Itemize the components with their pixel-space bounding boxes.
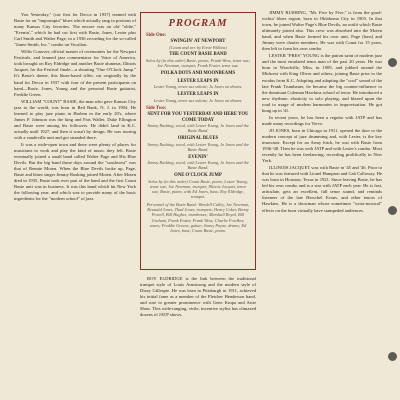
paragraph: Willis Conover, official master of ceremonies for the Newport Festivals, and learned jazz commentator for Voice of America, took brought on Roy Eldridge and another Basie alumnus, Illinois Jacquet, for the Festival finale—a shouting "One O'Clock Jump." It's Basie's theme, this blues-based riffer, cut originally by the band for Decca in 1937 with four of the present participants on hand—Basie, Jones, Young and the personal Basie guitarist, Freddie Green. <box>14 49 136 97</box>
program-box <box>140 12 256 270</box>
track-title: ONE O'CLOCK JUMP <box>174 173 222 179</box>
left-text-column <box>14 12 136 202</box>
binder-hole <box>388 206 397 215</box>
track-title: LESTER LEAPS IN <box>177 92 219 98</box>
track-credit: Solos by (in this order) Basie, piano; Frank Wess, tenor sax; Joe Newman, trumpet; Frank Foster, tenor sax. <box>146 57 250 69</box>
track-title: SWINGIN' AT NEWPORT <box>170 39 226 44</box>
track-title: LESTER LEAPS IN <box>177 78 219 84</box>
paragraph: It was a wide-open town and there were plenty of places for musicians to work and play the kind of music they felt. Basie eventually joined a small band called Walter Page and His Blue Devils. But the big band those days around the "southwest" was that of Bennie Moten. When the Blue Devils broke up, Page, Basie and blues singer Jimmy Rushing joined Moten. After Moten died in 1935, Basie took over part of the band and the first Count Basie unit was in business. It was this band which hit New York the following year, and which was to provide many of the basic ingredients for the "modern school" of jazz. <box>14 141 136 202</box>
program-item <box>146 173 250 199</box>
program-item <box>146 71 250 77</box>
track-title: SENT FOR YOU YESTERDAY AND HERE YOU COME TODAY <box>147 111 249 123</box>
binder-hole <box>388 58 397 67</box>
track-title: POLKA DOTS AND MOONBEAMS <box>160 70 236 76</box>
track-credit: Lester Young, tenor sax soloist; Jo Jones on drums. <box>153 84 243 90</box>
program-item <box>146 39 250 50</box>
program-item <box>146 202 250 233</box>
paragraph: WILLIAM "COUNT" BASIE, the man who gave Kansas City jazz to the world, was born in Red Bank, N. J. in 1904. He learned to play jazz piano in Harlem in the early 20's, where James P. Johnson was the king and Fats Waller, Duke Ellington and Basie were among his followers. He didn't land in K.C. actually until 1927, and then it wasn't by design. He was touring with a vaudeville unit and got stranded there. <box>14 98 136 140</box>
binder-hole <box>388 352 397 361</box>
track-title: THE COUNT BASIE BAND <box>169 52 227 58</box>
paragraph: JO JONES, born in Chicago in 1911, opened the door to the modern concept of jazz drumming and, with Lester, is the key innovator. Except for an Army hitch, he was with Basie from 1936-'48. Then he was with JATP and with Lester's combo. Most recently he has been freelancing, recording prolifically in New York. <box>262 127 382 164</box>
program-item <box>146 52 250 68</box>
program-title: PROGRAM <box>168 18 228 29</box>
paragraph: LESTER "PRES" YOUNG is the patron saint of modern jazz and the most emulated tenor man of the past 20 years. He was born in Woodville, Miss. in 1909, and jobbed around the Midwest with King Oliver and others, joining Basie prior to the exodus from K.C. Adopting and adapting the "cool" sound of the late Frank Trumbauer, he became the big counter-influence to the dominant Coleman Hawkins school of tenor. He introduced a new rhythmic elasticity to solo playing, and blazed upon the road to usage of modern harmonies in improvisation. He got hung up in '41. <box>262 53 382 113</box>
track-credit: Jimmy Rushing, vocal, with Lester Young, Jo Jones and the Basie Band. <box>147 123 249 134</box>
track-credit: Jimmy Rushing, vocal, with Lester Young, Jo Jones and the Basie Band. <box>147 160 249 171</box>
track-title: ORIGINAL BLUES <box>177 136 219 142</box>
program-item <box>146 79 250 90</box>
program-item <box>146 92 250 103</box>
paragraph: ILLINOIS JACQUET was with Basie in '45 and '46. Prior to that he was featured with Lionel Hampton and Cab Calloway. He was born in Houston, Texas in 1921. Since leaving Basie, he has led his own combo and is a star with JATP each year. He is fast, articulate, gets an excellent, full tenor sound, and reminds listeners of the late Herschel Evans, and other tenors of Hawkins. He is a showman whose sometimes "extra-musical" effects on the horn virtually have stampeded audiences. <box>262 165 382 213</box>
paragraph: In recent years, he has been a regular with JATP and has made many recordings for Verve. <box>262 114 382 126</box>
band-personnel: Personnel of the Basie Band: Wendell Culley, Joe Newman, Reunald Jones, Thad Jones, trumpets; Henry Coker, Benny Powell, Bill Hughes, trombones; Marshall Royal, Bill Graham, Frank Foster, Frank Wess, Charlie Fowlkes, saxes; Freddie Greene, guitar; Sonny Payne, drums; Ed Jones, bass; Count Basie, piano. <box>146 201 250 233</box>
program-item <box>146 155 250 171</box>
paragraph: You Yesterday," (cut first for Decca in 1937) teamed with Basie for an "impromptu" blues which actually rang in portions of many Kansas City favorites. The encore was an old "oldie," "Evenin'," which he had cut first with Basie, Jones, Lester plus Carl Smith and Walter Page, in a 1936 recording for the so-called "Jones-Smith, Inc." combo on Vocalion. <box>14 12 136 48</box>
side-one-heading: Side One: <box>146 33 167 38</box>
track-credit: (Count and arr. by Ernie Wilkins) <box>169 44 227 50</box>
track-credit: Lester Young, tenor sax soloist; Jo Jones on drums. <box>153 97 243 103</box>
paragraph: ROY ELDRIDGE is the link between the traditional trumpet style of Louis Armstrong and the modern style of Dizzy Gillespie. He was born in Pittsburgh in 1911, achieved his initial fame as a member of the Fletcher Henderson band, and rose to greater prominence with Gene Krupa and Artie Shaw. This wide-ranging, virile, inventive stylist has climaxed dozens of JATP shows. <box>140 276 256 318</box>
paragraph: JIMMY RUSHING, "Mr. Five by Five," is from the good-rockin' blues region, born in Oklahoma City in 1903. In that town, he joined Walter Page's Blue Devils, an outfit which Basie ultimately joined also. This crew was absorbed into the Moten band, and when Basie formed his own unit, Page (bass) and Jimmy were charter members. He was with Count for 15 years, then left to form his own combo. <box>262 10 382 52</box>
side-two-heading: Side Two: <box>146 105 167 111</box>
middle-bottom-text <box>140 276 256 318</box>
right-text-column <box>262 10 382 214</box>
track-title: EVENIN' <box>188 154 208 160</box>
program-item <box>146 136 250 152</box>
track-credit: Solos by (in this order) Count Basie, piano; Lester Young, tenor sax; Joe Newman, trumpet; Illinois Jacquet, tenor sax; Basie, piano, with Ed Jones, bass; Roy Eldridge, trumpet. <box>148 178 248 200</box>
program-item <box>146 112 250 134</box>
track-credit: Jimmy Rushing, vocal, with Lester Young, Jo Jones and the Basie Band. <box>147 141 249 152</box>
